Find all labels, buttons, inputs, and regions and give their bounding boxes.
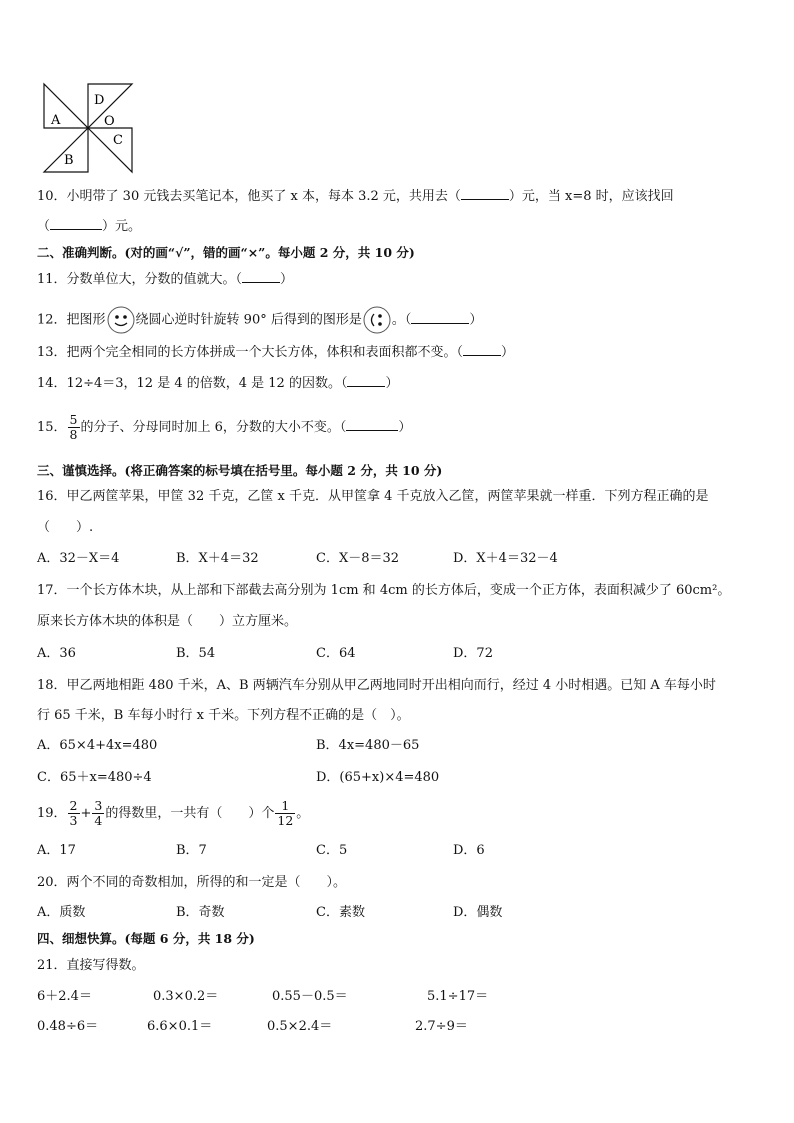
label-o: O	[104, 114, 115, 129]
option-a[interactable]: A．36	[37, 646, 76, 661]
triangle-c	[88, 128, 132, 172]
section-4-title: 四、细想快算。(每题 6 分，共 18 分)	[37, 931, 255, 946]
question-11: 11．分数单位大，分数的值就大。（ ）	[37, 272, 294, 287]
section-2-title: 二、准确判断。(对的画“√”，错的画“×”。每小题 2 分，共 10 分)	[37, 245, 415, 260]
question-10: 10．小明带了 30 元钱去买笔记本，他买了 x 本，每本 3.2 元，共用去（ ）元，当 x=8 时，应该找回	[37, 189, 674, 204]
question-12: 12．把图形 绕圆心逆时针旋转 90° 后得到的图形是 。（ ）	[37, 306, 482, 334]
question-15: 15． $\frac{5}{8}$ 的分子、分母同时加上 6，分数的大小不变。（ ）	[37, 412, 412, 442]
question-13: 13．把两个完全相同的长方体拼成一个大长方体，体积和表面积都不变。（ ）	[37, 345, 515, 360]
label-b: B	[64, 153, 74, 168]
question-21: 21．直接写得数。	[37, 958, 145, 973]
answer-blank[interactable]	[461, 187, 509, 200]
option-d[interactable]: D．(65+x)×4=480	[316, 770, 440, 785]
option-d[interactable]: D．72	[453, 646, 493, 661]
rotated-smiley-icon	[363, 306, 391, 334]
option-b[interactable]: B．奇数	[176, 905, 225, 920]
question-20: 20．两个不同的奇数相加，所得的和一定是（ ）。	[37, 875, 347, 890]
question-10-cont: （ ）元。	[37, 219, 142, 234]
option-a[interactable]: A．17	[37, 843, 76, 858]
answer-blank[interactable]	[463, 343, 501, 356]
option-b[interactable]: B．X＋4＝32	[176, 551, 259, 566]
label-d: D	[94, 93, 105, 108]
calc-item: 0.5×2.4＝	[267, 1019, 333, 1034]
label-c: C	[113, 133, 123, 148]
calc-item: 5.1÷17＝	[427, 989, 489, 1004]
option-c[interactable]: C．65＋x=480÷4	[37, 770, 152, 785]
section-3-title: 三、谨慎选择。(将正确答案的标号填在括号里。每小题 2 分，共 10 分)	[37, 463, 443, 478]
pinwheel-figure	[40, 82, 136, 178]
answer-blank[interactable]	[242, 270, 280, 283]
option-d[interactable]: D．偶数	[453, 905, 503, 920]
option-c[interactable]: C．X－8＝32	[316, 551, 400, 566]
question-18-cont: 行 65 千米，B 车每小时行 x 千米。下列方程不正确的是（ ）。	[37, 708, 410, 723]
calc-item: 2.7÷9＝	[415, 1019, 468, 1034]
question-16-cont: （ ）.	[37, 520, 94, 535]
calc-item: 0.48÷6＝	[37, 1019, 99, 1034]
answer-blank[interactable]	[50, 217, 102, 230]
option-b[interactable]: B．4x=480－65	[316, 738, 420, 753]
option-c[interactable]: C．素数	[316, 905, 365, 920]
question-18: 18．甲乙两地相距 480 千米，A、B 两辆汽车分别从甲乙两地同时开出相向而行，经过 4 小时相遇。已知 A 车每小时	[37, 678, 716, 693]
answer-blank[interactable]	[347, 374, 385, 387]
question-14: 14．12÷4＝3，12 是 4 的倍数，4 是 12 的因数。（ ）	[37, 376, 399, 391]
fraction-5-8: $\frac{5}{8}$	[69, 412, 78, 442]
smiley-face-icon	[107, 306, 135, 334]
answer-blank[interactable]	[411, 311, 469, 324]
option-a[interactable]: A．质数	[37, 905, 86, 920]
question-17: 17．一个长方体木块，从上部和下部截去高分别为 1cm 和 4cm 的长方体后，变成一个正方体，表面积减少了 60cm²。	[37, 583, 731, 598]
fraction-3-4: $\frac{3}{4}$	[94, 798, 103, 828]
question-16: 16．甲乙两筐苹果，甲筐 32 千克，乙筐 x 千克．从甲筐拿 4 千克放入乙筐，两筐苹果就一样重．下列方程正确的是	[37, 489, 709, 504]
option-b[interactable]: B．54	[176, 646, 216, 661]
option-c[interactable]: C．5	[316, 843, 348, 858]
question-19: 19． $\frac{2}{3}$ + $\frac{3}{4}$ 的得数里，一共有（ ）个 $\frac{1}{12}$ 。	[37, 798, 310, 828]
fraction-1-12: $\frac{1}{12}$	[277, 798, 294, 828]
answer-blank[interactable]	[346, 418, 398, 431]
calc-item: 6.6×0.1＝	[147, 1019, 213, 1034]
calc-item: 6＋2.4＝	[37, 989, 92, 1004]
option-d[interactable]: D．X＋4＝32－4	[453, 551, 558, 566]
option-c[interactable]: C．64	[316, 646, 356, 661]
calc-item: 0.3×0.2＝	[153, 989, 219, 1004]
fraction-2-3: $\frac{2}{3}$	[69, 798, 78, 828]
option-b[interactable]: B．7	[176, 843, 207, 858]
label-a: A	[51, 113, 61, 128]
question-17-cont: 原来长方体木块的体积是（ ）立方厘米。	[37, 614, 298, 629]
calc-item: 0.55－0.5＝	[272, 989, 348, 1004]
option-a[interactable]: A．32－X＝4	[37, 551, 120, 566]
option-a[interactable]: A．65×4+4x=480	[37, 738, 158, 753]
option-d[interactable]: D．6	[453, 843, 485, 858]
